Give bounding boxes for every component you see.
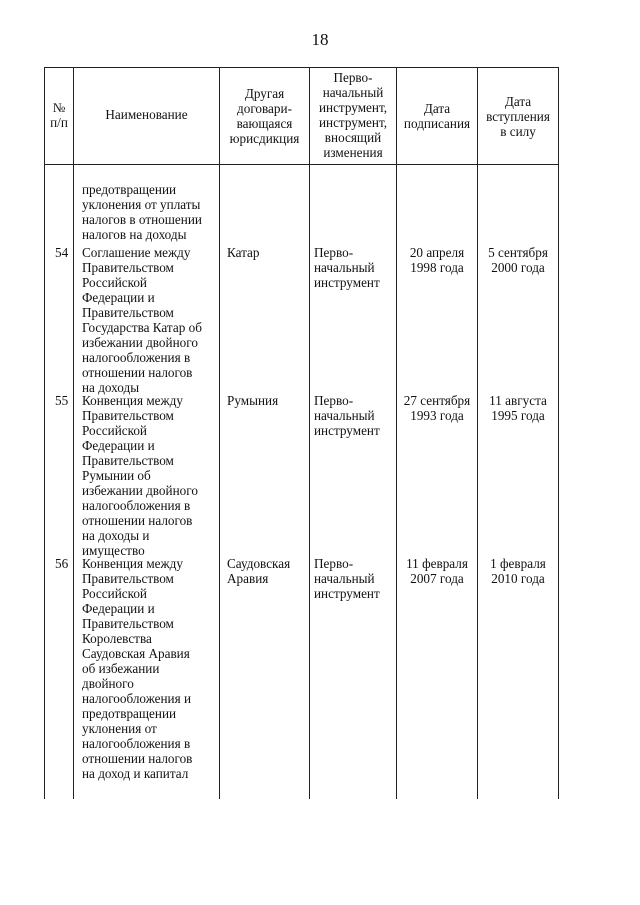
row-56-num: 56 (55, 556, 69, 571)
header-num: № п/п (50, 100, 68, 130)
row-55-jurisdiction: Румыния (227, 393, 279, 408)
row-55-signed: 27 сентября 1993 года (403, 393, 471, 423)
row-56-signed: 11 февраля 2007 года (406, 556, 468, 586)
row-54-name: Соглашение между Правительством Российской Федерации и Правительством Государства Катар об избежании двойного налогообложения в отношении налогов на доходы (82, 245, 202, 395)
col-border-3 (309, 67, 310, 799)
col-border-4 (396, 67, 397, 799)
row-54-num: 54 (55, 245, 69, 260)
header-jurisdiction: Другая договари- вающаяся юрисдикция (229, 86, 300, 146)
table-top-border (44, 67, 559, 68)
col-border-6 (558, 67, 559, 799)
header-bottom-border (44, 164, 559, 165)
col-border-2 (219, 67, 220, 799)
continuation-name: предотвращении уклонения от уплаты налогов в отношении налогов на доходы (82, 182, 202, 242)
col-border-5 (477, 67, 478, 799)
header-instrument: Перво- начальный инструмент, инструмент, вносящий изменения (318, 70, 388, 160)
row-55-instrument: Перво- начальный инструмент (314, 393, 380, 438)
header-signed: Дата подписания (403, 101, 471, 131)
header-name: Наименование (105, 107, 188, 122)
row-56-instrument: Перво- начальный инструмент (314, 556, 380, 601)
row-54-jurisdiction: Катар (227, 245, 260, 260)
row-55-name: Конвенция между Правительством Российской Федерации и Правительством Румынии об избежании двойного налогообложения в отношении налогов на доходы и имущество (82, 393, 198, 558)
row-56-name: Конвенция между Правительством Российской Федерации и Правительством Королевства Саудовская Аравия об избежании двойного налогообложения и предотвращении уклонения от налогообложения в отношении налогов на доход и капитал (82, 556, 193, 781)
col-border-1 (73, 67, 74, 799)
row-54-instrument: Перво- начальный инструмент (314, 245, 380, 290)
page-number: 18 (311, 30, 329, 49)
row-55-num: 55 (55, 393, 69, 408)
row-56-effective: 1 февраля 2010 года (490, 556, 546, 586)
header-effective: Дата вступления в силу (486, 94, 550, 139)
row-55-effective: 11 августа 1995 года (489, 393, 547, 423)
row-54-effective: 5 сентября 2000 года (488, 245, 548, 275)
row-56-jurisdiction: Саудовская Аравия (227, 556, 291, 586)
row-54-signed: 20 апреля 1998 года (409, 245, 465, 275)
col-border-0 (44, 67, 45, 799)
